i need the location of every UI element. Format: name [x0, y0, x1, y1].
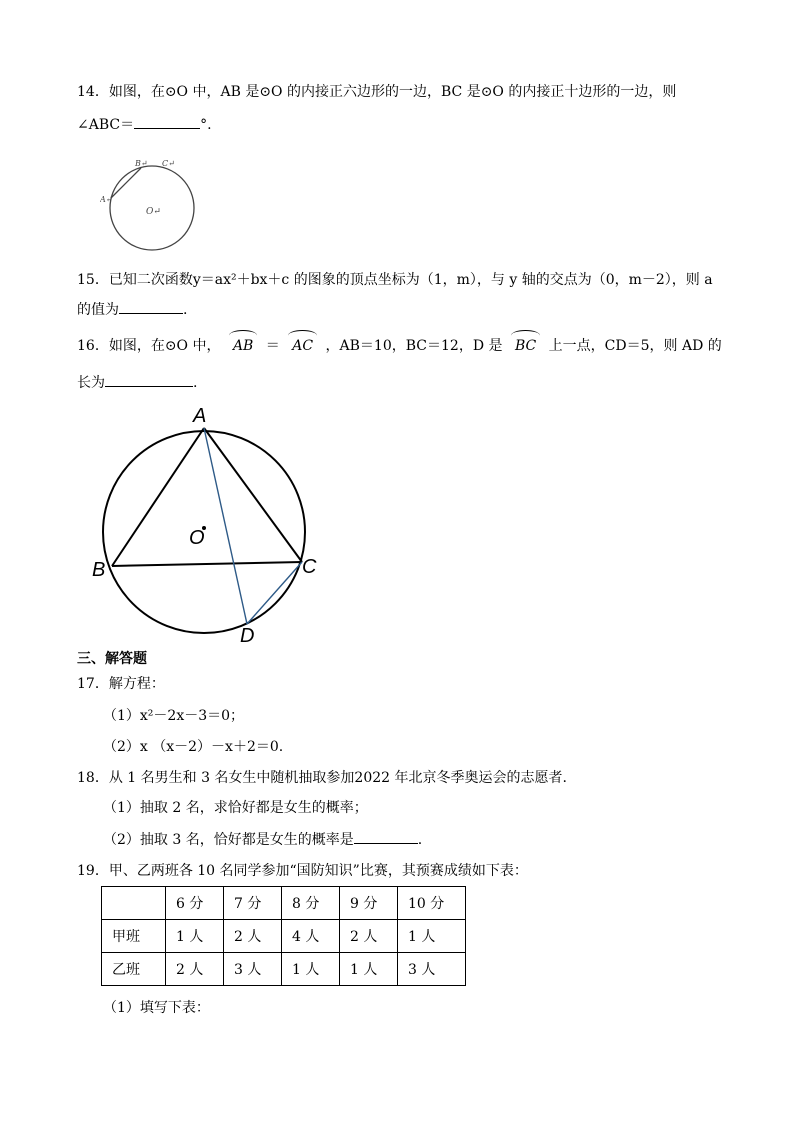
table-row [102, 920, 466, 953]
q16-arc-ab: AB [229, 336, 257, 356]
q14-prefix: ∠ABC＝ [77, 117, 135, 133]
q14-label-o: O↵ [146, 207, 161, 217]
q16-label-c: C [302, 556, 317, 578]
q16-part1: 16．如图，在⊙O 中， [77, 338, 221, 354]
q14-text: 14．如图，在⊙O 中，AB 是⊙O 的内接正六边形的一边，BC 是⊙O 的内接正十边形的一边，则 [77, 84, 677, 100]
q18-part2-suffix: . [417, 832, 423, 848]
q16-label-d: D [240, 625, 255, 647]
table-cell: 乙班 [102, 953, 166, 986]
q15-text: 15．已知二次函数y＝ax²＋bx＋c 的图象的顶点坐标为（1，m），与 y 轴的交点为（0，m－2），则 a [77, 272, 713, 288]
q16-label-o: O [189, 527, 205, 549]
q18-part1: （1）抽取 2 名，求恰好都是女生的概率； [103, 800, 368, 816]
q14-label-b: B↵ [135, 159, 148, 168]
q16-prefix: 长为 [77, 375, 105, 391]
table-cell: 1 人 [340, 953, 398, 986]
q18-part2-prefix: （2）抽取 3 名，恰好都是女生的概率是 [103, 832, 354, 848]
table-header-cell: 10 分 [398, 887, 466, 920]
section-title: 三、解答题 [77, 651, 147, 667]
table-cell: 3 人 [398, 953, 466, 986]
q15-answer-blank [119, 299, 183, 314]
table-header-cell: 9 分 [340, 887, 398, 920]
q14-label-a: A↵ [100, 195, 113, 204]
table-header-row [102, 887, 466, 920]
q19-title: 19．甲、乙两班各 10 名同学参加“国防知识”比赛，其预赛成绩如下表： [77, 863, 528, 879]
q16-text [77, 336, 722, 356]
q16-label-b: B [92, 559, 106, 581]
q15-answer-line [77, 299, 187, 320]
q14-figure [100, 152, 210, 256]
q19-score-table [101, 886, 466, 986]
q16-part3: 上一点，CD＝5，则 AD 的 [548, 338, 722, 354]
table-header-cell [102, 887, 166, 920]
q16-figure [88, 398, 328, 650]
q16-label-a: A [193, 405, 207, 427]
q16-segment-cd [247, 562, 302, 624]
q18-answer-blank [354, 829, 418, 844]
table-row [102, 953, 466, 986]
table-header-cell: 8 分 [282, 887, 340, 920]
q17-part2: （2）x （x－2）－x＋2＝0. [103, 739, 284, 755]
table-header-cell: 7 分 [224, 887, 282, 920]
q17-title: 17．解方程： [77, 676, 165, 692]
q14-answer-blank [134, 114, 200, 129]
table-cell: 3 人 [224, 953, 282, 986]
table-header-cell: 6 分 [166, 887, 224, 920]
q16-arc-ac: AC [288, 336, 317, 356]
q19-part1: （1）填写下表： [103, 1000, 210, 1016]
table-cell: 2 人 [224, 920, 282, 953]
q14-answer-line [77, 114, 212, 135]
q16-part2: ，AB＝10，BC＝12，D 是 [325, 338, 503, 354]
q18-title: 18．从 1 名男生和 3 名女生中随机抽取参加2022 年北京冬季奥运会的志愿者. [77, 770, 567, 786]
q17-part1: （1）x²－2x－3＝0； [103, 708, 245, 724]
q16-answer-blank [105, 372, 193, 387]
table-cell: 1 人 [166, 920, 224, 953]
q16-arc-bc: BC [511, 336, 540, 356]
table-cell: 4 人 [282, 920, 340, 953]
table-cell: 1 人 [398, 920, 466, 953]
q16-suffix: . [193, 375, 198, 391]
q14-chord-ab [111, 168, 141, 198]
q18-part2 [103, 829, 422, 850]
q15-prefix: 的值为 [77, 302, 119, 318]
q15-suffix: . [183, 302, 188, 318]
q14-label-c: C↵ [162, 159, 175, 168]
q16-equals: ＝ [265, 338, 280, 354]
table-cell: 甲班 [102, 920, 166, 953]
q16-answer-line [77, 372, 197, 393]
table-cell: 2 人 [166, 953, 224, 986]
table-cell: 2 人 [340, 920, 398, 953]
table-cell: 1 人 [282, 953, 340, 986]
q16-side-bc [112, 562, 302, 566]
q14-suffix: °. [200, 117, 212, 133]
